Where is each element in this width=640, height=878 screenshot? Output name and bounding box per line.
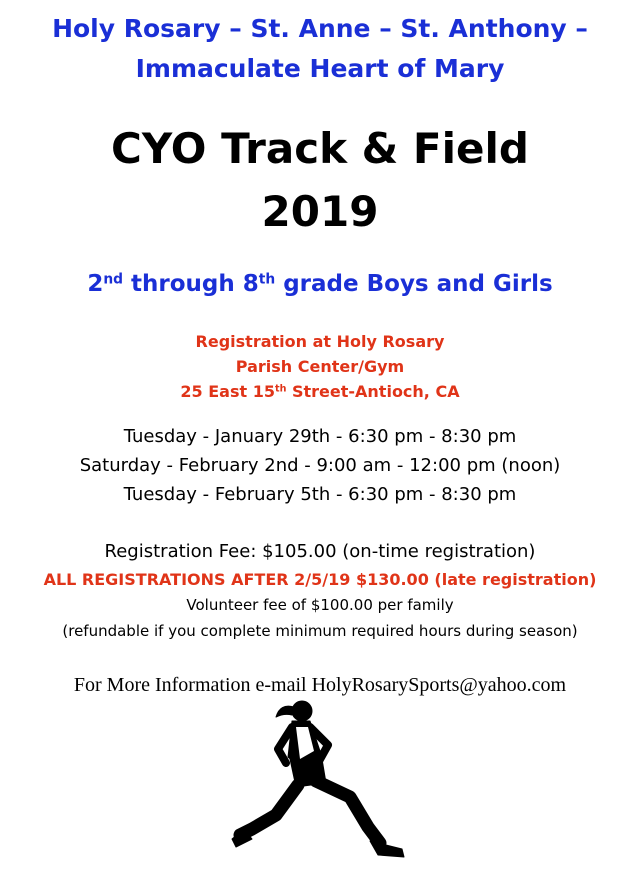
grades-middle: through 8 — [123, 271, 259, 297]
parishes-line-2: Immaculate Heart of Mary — [135, 54, 505, 83]
title-year: 2019 — [261, 187, 379, 236]
grades-line — [0, 271, 640, 297]
refund-note: (refundable if you complete minimum required hours during season) — [62, 622, 578, 640]
address-sup: th — [274, 383, 287, 395]
session-1: Tuesday - January 29th - 6:30 pm - 8:30 pm — [123, 426, 517, 447]
runner-silhouette-icon — [230, 697, 410, 867]
address-post: Street-Antioch, CA — [286, 382, 460, 401]
grades-start-sup: nd — [103, 271, 124, 288]
registration-location-line-2: Parish Center/Gym — [235, 357, 405, 376]
registration-fee: Registration Fee: $105.00 (on-time registration) — [104, 541, 536, 562]
parishes-line-1: Holy Rosary – St. Anne – St. Anthony – — [52, 14, 588, 43]
registration-location-line-1: Registration at Holy Rosary — [195, 332, 445, 351]
grades-end-sup: th — [258, 271, 276, 288]
grades-end: grade Boys and Girls — [275, 271, 553, 297]
runner-front-leg — [316, 781, 380, 843]
runner-ponytail — [276, 706, 294, 717]
session-3: Tuesday - February 5th - 6:30 pm - 8:30 pm — [123, 484, 517, 505]
late-registration-notice: ALL REGISTRATIONS AFTER 2/5/19 $130.00 (late registration) — [43, 570, 597, 589]
runner-front-shoe — [370, 841, 404, 857]
runner-back-leg — [240, 785, 298, 835]
address-pre: 25 East 15 — [180, 382, 275, 401]
title-line-1: CYO Track & Field — [111, 124, 529, 173]
contact-info: For More Information e-mail HolyRosarySports@yahoo.com — [73, 674, 567, 696]
registration-address — [0, 382, 640, 401]
runner-head — [292, 701, 312, 721]
grades-start-num: 2 — [87, 271, 104, 297]
session-2: Saturday - February 2nd - 9:00 am - 12:00 pm (noon) — [79, 455, 561, 476]
volunteer-fee: Volunteer fee of $100.00 per family — [186, 596, 454, 614]
